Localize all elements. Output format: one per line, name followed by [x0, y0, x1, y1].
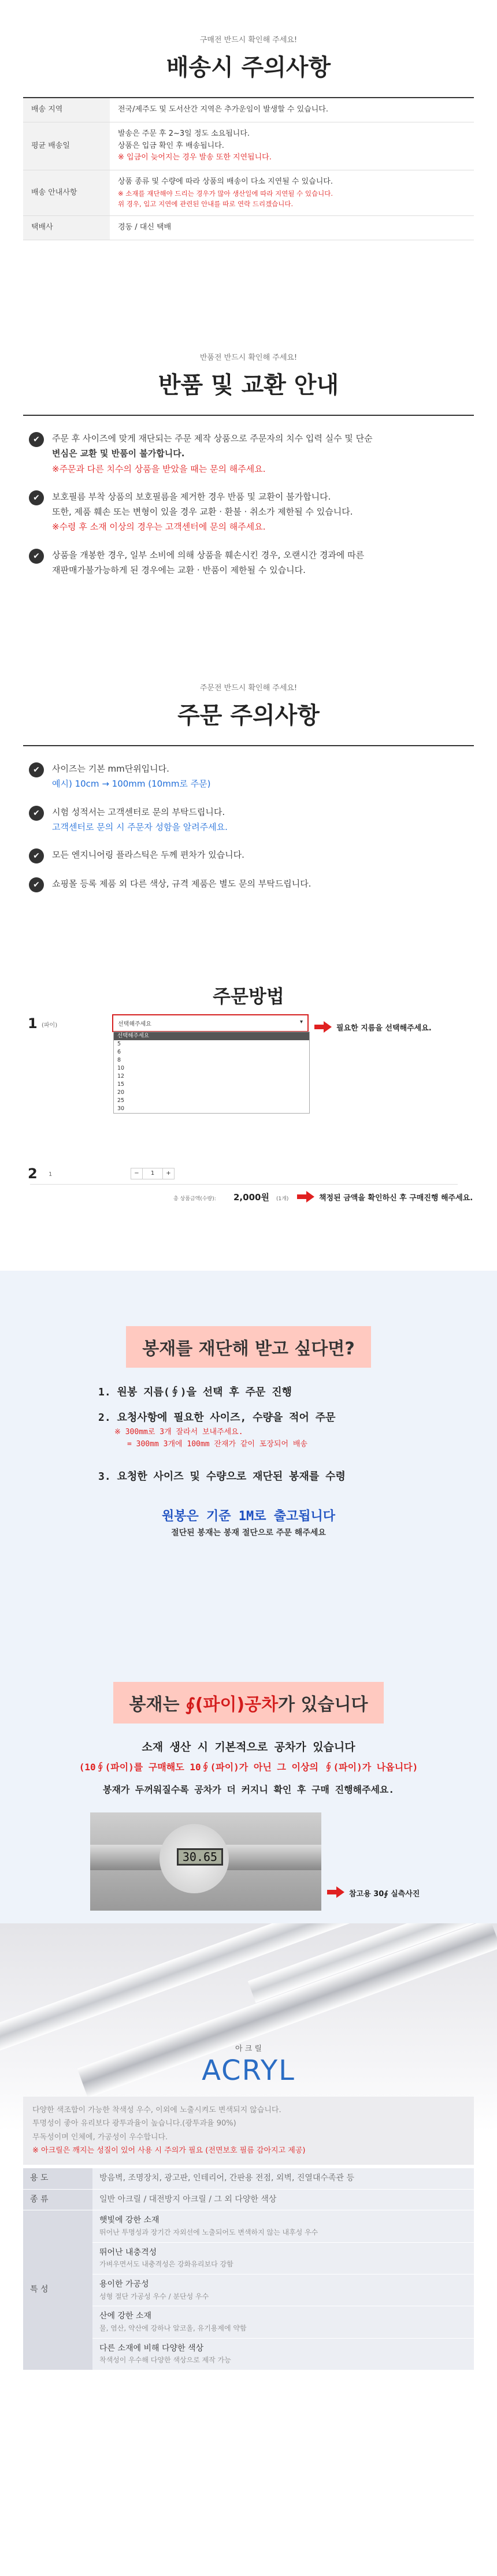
row-text: 상품 종류 및 수량에 따라 상품의 배송이 다소 지연될 수 있습니다.: [118, 177, 333, 187]
qty-label: 1: [49, 1171, 53, 1178]
tolerance-section: [0, 1669, 497, 1923]
list-item: ✔ 시험 성적서는 고객센터로 문의 부탁드립니다. 고객센터로 문의 시 주문자 성함을 알려주세요.: [29, 805, 468, 835]
list-item: 2. 요청사항에 필요한 사이즈, 수량을 적어 주문: [98, 1412, 336, 1424]
cutting-steps: [98, 1384, 399, 1483]
table-row: [23, 122, 474, 170]
order-method-title: 주문방법: [213, 985, 284, 1007]
order-method-section: [0, 936, 497, 1271]
option-item[interactable]: 선택해주세요: [114, 1032, 309, 1040]
check-icon: ✔: [29, 432, 44, 447]
shipping-kicker: 구매전 반드시 확인해 주세요!: [199, 36, 298, 44]
check-icon: ✔: [29, 848, 44, 863]
order-notes-title: 주문 주의사항: [177, 702, 320, 729]
acryl-note: ※ 아크릴은 깨지는 성질이 있어 사용 시 주의가 필요 (전면보호 필름 감아지고 제공): [32, 2146, 306, 2156]
list-item: ✔ 모든 엔지니어링 플라스틱은 두께 편차가 있습니다.: [29, 847, 468, 863]
row-value: 방음벽, 조명장치, 광고판, 인테리어, 간판용 전점, 외벽, 진열대수족관 등: [92, 2168, 474, 2189]
tolerance-line: (10∮(파이)를 구매해도 10∮(파이)가 아닌 그 이상의 ∮(파이)가 나옵니다): [79, 1762, 418, 1773]
shipping-table: [23, 98, 474, 240]
list-item: ✔ 쇼핑몰 등록 제품 외 다른 색상, 규격 제품은 별도 문의 부탁드립니다.: [29, 876, 468, 892]
option-item[interactable]: 30: [117, 1105, 125, 1112]
row-label: 배송 지역: [23, 98, 110, 122]
acryl-section: [0, 1923, 497, 2576]
option-item[interactable]: 10: [117, 1065, 125, 1071]
row-text: 전국/제주도 및 도서산간 지역은 추가운임이 발생할 수 있습니다.: [118, 105, 328, 114]
check-icon: ✔: [29, 806, 44, 821]
acryl-description: 다양한 색조합이 가능한 착색성 우수, 이외에 노출시켜도 변색되지 않습니다. 투명성이 좋아 유리보다 광투과율이 높습니다.(광투과율 90%) 무독성이며 인체에, 가공성이 우수합니다. ※ 아크릴은 깨지는 성질이 있어 사용 시 주의가 필요 (전면보호 필름 감아지고 제공): [23, 2097, 474, 2165]
order-notes-kicker: 주문전 반드시 확인해 주세요!: [199, 684, 298, 693]
arrow-icon: [336, 1886, 344, 1898]
cutting-banner: 봉재를 재단해 받고 싶다면?: [126, 1326, 371, 1368]
divider: [23, 745, 474, 746]
divider: [30, 1184, 458, 1185]
price-label: 총 상품금액(수량):: [173, 1196, 216, 1202]
plus-button[interactable]: +: [162, 1168, 174, 1179]
row-text: 경동 / 대신 택배: [118, 222, 172, 232]
list-item: 3. 요청한 사이즈 및 수량으로 재단된 봉재를 수령: [98, 1471, 346, 1483]
list-item: ✔ 상품을 개봉한 경우, 일부 소비에 의해 상품을 훼손시킨 경우, 오랜시간 경과에 따른 재판매가불가능하게 된 경우에는 교환 · 반품이 제한될 수 있습니다.: [29, 548, 468, 578]
table-row: [23, 2189, 474, 2210]
shipping-title: 배송시 주의사항: [166, 54, 331, 81]
price-count: (1개): [276, 1196, 289, 1202]
row-text: 상품은 입금 확인 후 배송됩니다.: [118, 141, 224, 150]
standard-sub: 절단된 봉재는 봉재 절단으로 주문 해주세요: [171, 1528, 326, 1538]
tolerance-line: 봉재가 두꺼워질수록 공차가 더 커지니 확인 후 구매 진행해주세요.: [102, 1784, 394, 1795]
table-row: 용이한 가공성 성형 절단 가공성 우수 / 분단성 우수: [23, 2274, 474, 2306]
tolerance-banner: 봉재는 ∮(파이)공차가 있습니다: [113, 1682, 384, 1723]
diameter-select[interactable]: 선택해주세요 ▾: [112, 1014, 309, 1032]
diameter-options[interactable]: [113, 1032, 310, 1114]
tolerance-line: 소재 생산 시 기본적으로 공차가 있습니다: [142, 1741, 355, 1754]
check-icon: ✔: [29, 877, 44, 892]
chevron-down-icon: ▾: [299, 1019, 303, 1025]
step-number: 1: [28, 1015, 38, 1032]
list-item: ✔ 사이즈는 기본 mm단위입니다. 예시) 10cm → 100mm (10mm로 주문): [29, 761, 468, 792]
acryl-kicker: 아 크 릴: [235, 2045, 262, 2053]
list-note: ※주문과 다른 치수의 상품을 받았을 때는 문의 해주세요.: [52, 463, 266, 474]
list-item: ✔ 주문 후 사이즈에 맞게 재단되는 주문 제작 상품으로 주문자의 치수 입력 실수 및 단순 변심은 교환 및 반품이 불가합니다. ※주문과 다른 치수의 상품을 받았을 때는 문의 해주세요.: [29, 431, 468, 477]
divider: [23, 415, 474, 416]
step-number: 2: [28, 1166, 38, 1182]
table-row: 특 성 햇빛에 강한 소재 뛰어난 투명성과 장기간 자외선에 노출되어도 변색하지 않는 내후성 우수: [23, 2210, 474, 2242]
option-label: (파이): [42, 1022, 58, 1029]
row-label: 특 성: [23, 2210, 92, 2370]
photo-label: 참고용 30∮ 실측사진: [349, 1890, 420, 1899]
row-value: 일반 아크릴 / 대전방지 아크릴 / 그 외 다양한 색상: [92, 2189, 474, 2210]
order-notes-list: [29, 761, 468, 892]
returns-list: [29, 431, 468, 578]
table-row: 산에 강한 소재 물, 염산, 약산에 강하나 알코올, 유기용제에 약함: [23, 2306, 474, 2338]
returns-title: 반품 및 교환 안내: [158, 372, 339, 399]
returns-kicker: 반품전 반드시 확인해 주세요!: [199, 353, 298, 362]
list-note: ※수령 후 소재 이상의 경우는 고객센터에 문의 해주세요.: [52, 522, 266, 533]
callout-text: 책정된 금액을 확인하신 후 구매진행 해주세요.: [319, 1194, 473, 1203]
standard-length: 원봉은 기준 1M로 출고됩니다: [162, 1509, 335, 1524]
check-icon: ✔: [29, 762, 44, 777]
acryl-title: ACRYL: [202, 2054, 295, 2087]
table-row: [23, 98, 474, 122]
row-note: 위 경우, 입고 지연에 관련된 안내를 따로 연락 드리겠습니다.: [118, 200, 294, 209]
option-item[interactable]: 5: [117, 1041, 121, 1047]
callout-text: 필요한 지름을 선택해주세요.: [336, 1024, 432, 1033]
row-note: ※ 소재를 재단해야 드리는 경우가 많아 생산일에 따라 지연될 수 있습니다.: [118, 189, 333, 198]
table-row: [23, 2168, 474, 2189]
option-item[interactable]: 15: [117, 1081, 125, 1088]
row-label: 평균 배송일: [23, 122, 110, 170]
row-note: ※ 입금이 늦어지는 경우 발송 또한 지연됩니다.: [118, 153, 272, 162]
check-icon: ✔: [29, 549, 44, 564]
cutting-section: [0, 1271, 497, 1669]
arrow-icon: [306, 1191, 314, 1203]
list-item: ✔ 보호필름 부착 상품의 보호필름을 제거한 경우 반품 및 교환이 불가합니다. 또한, 제품 훼손 또는 변형이 있을 경우 교환 · 환불 · 취소가 제한될 수 있습니다. ※수령 후 소재 이상의 경우는 고객센터에 문의 해주세요.: [29, 489, 468, 535]
row-label: 용 도: [23, 2168, 92, 2189]
list-note: ※ 300mm로 3개 잘라서 보내주세요.: [114, 1428, 243, 1436]
option-item[interactable]: 8: [117, 1057, 121, 1063]
row-label: 배송 안내사항: [23, 170, 110, 216]
price-value: 2,000원: [233, 1192, 269, 1203]
table-row: [23, 215, 474, 240]
list-note: = 300mm 3개에 100mm 잔재가 같이 포장되어 배송: [127, 1440, 307, 1449]
arrow-icon: [324, 1021, 332, 1033]
list-item: 1. 원봉 지름(∮)을 선택 후 주문 진행: [98, 1386, 292, 1398]
table-row: [23, 170, 474, 216]
caliper-display: 30.65: [177, 1848, 223, 1866]
quantity-stepper[interactable]: − 1 +: [131, 1168, 175, 1179]
option-item[interactable]: 6: [117, 1049, 121, 1055]
caliper-photo: [90, 1812, 321, 1911]
row-text: 발송은 주문 후 2~3일 정도 소요됩니다.: [118, 129, 250, 138]
table-row: 다른 소재에 비해 다양한 색상 착색성이 우수해 다양한 색상으로 제작 가능: [23, 2338, 474, 2370]
row-label: 택배사: [23, 215, 110, 240]
option-item[interactable]: 20: [117, 1089, 125, 1096]
table-row: 뛰어난 내충격성 가벼우면서도 내충격성은 강화유리보다 강함: [23, 2242, 474, 2274]
row-label: 종 류: [23, 2189, 92, 2210]
check-icon: ✔: [29, 490, 44, 505]
minus-button[interactable]: −: [131, 1168, 143, 1179]
acryl-spec-table: [23, 2168, 474, 2370]
order-notes-section: [0, 624, 497, 936]
returns-section: [0, 323, 497, 624]
shipping-section: [0, 0, 497, 323]
option-item[interactable]: 12: [117, 1073, 125, 1079]
option-item[interactable]: 25: [117, 1097, 125, 1104]
